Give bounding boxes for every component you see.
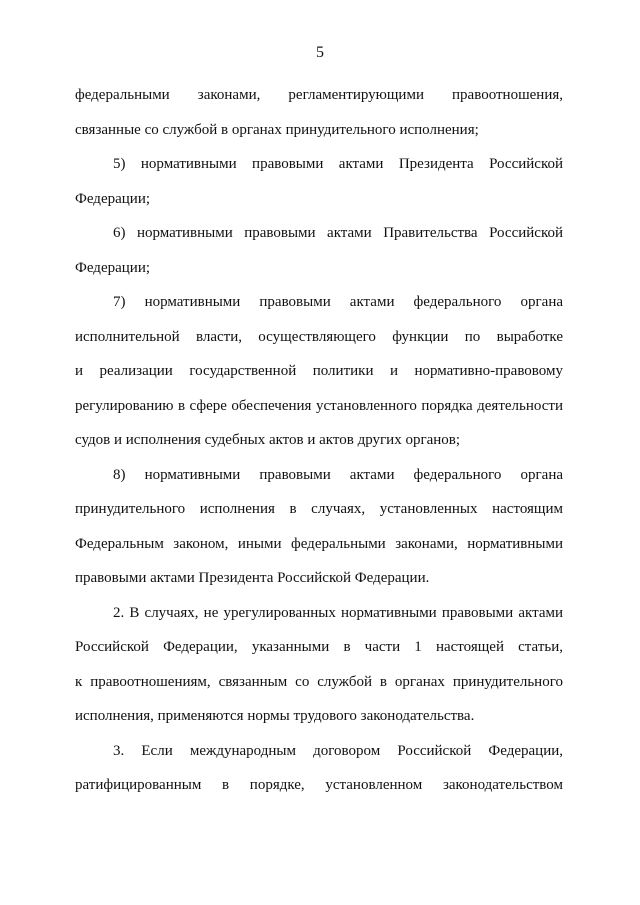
- text-line: к правоотношениям, связанным со службой в органах принудительного: [75, 673, 563, 690]
- document-body: [75, 78, 563, 803]
- text-line: и реализации государственной политики и нормативно-правовому: [75, 363, 563, 379]
- text-line: исполнения, применяются нормы трудового законодательства.: [75, 708, 475, 724]
- text-line: судов и исполнения судебных актов и актов других органов;: [75, 432, 461, 448]
- text-line: правовыми актами Президента Российской Федерации.: [75, 570, 430, 586]
- paragraph-3: 3. Если международным договором Российской Федерации,: [113, 742, 563, 759]
- list-item-7: 7) нормативными правовыми актами федерального органа: [113, 294, 563, 310]
- text-line: Федерации;: [75, 259, 151, 276]
- text-line: Федерации;: [75, 190, 151, 207]
- text-line: исполнительной власти, осуществляющего функции по выработке: [75, 328, 563, 345]
- list-item-5: 5) нормативными правовыми актами Президента Российской: [113, 156, 563, 172]
- text-line: принудительного исполнения в случаях, установленных настоящим: [75, 501, 563, 517]
- page-number: 5: [316, 44, 324, 61]
- text-line: регулированию в сфере обеспечения установленного порядка деятельности: [75, 397, 563, 414]
- text-line: федеральными законами, регламентирующими правоотношения,: [75, 87, 563, 103]
- text-line: Федеральным законом, иными федеральными законами, нормативными: [75, 535, 563, 552]
- text-line: связанные со службой в органах принудительного исполнения;: [75, 121, 479, 138]
- text-line: ратифицированным в порядке, установленном законодательством: [75, 777, 563, 793]
- paragraph-2: 2. В случаях, не урегулированных нормативными правовыми актами: [113, 604, 563, 621]
- text-line: Российской Федерации, указанными в части 1 настоящей статьи,: [75, 639, 563, 655]
- list-item-6: 6) нормативными правовыми актами Правительства Российской: [113, 225, 563, 241]
- list-item-8: 8) нормативными правовыми актами федерального органа: [113, 466, 563, 483]
